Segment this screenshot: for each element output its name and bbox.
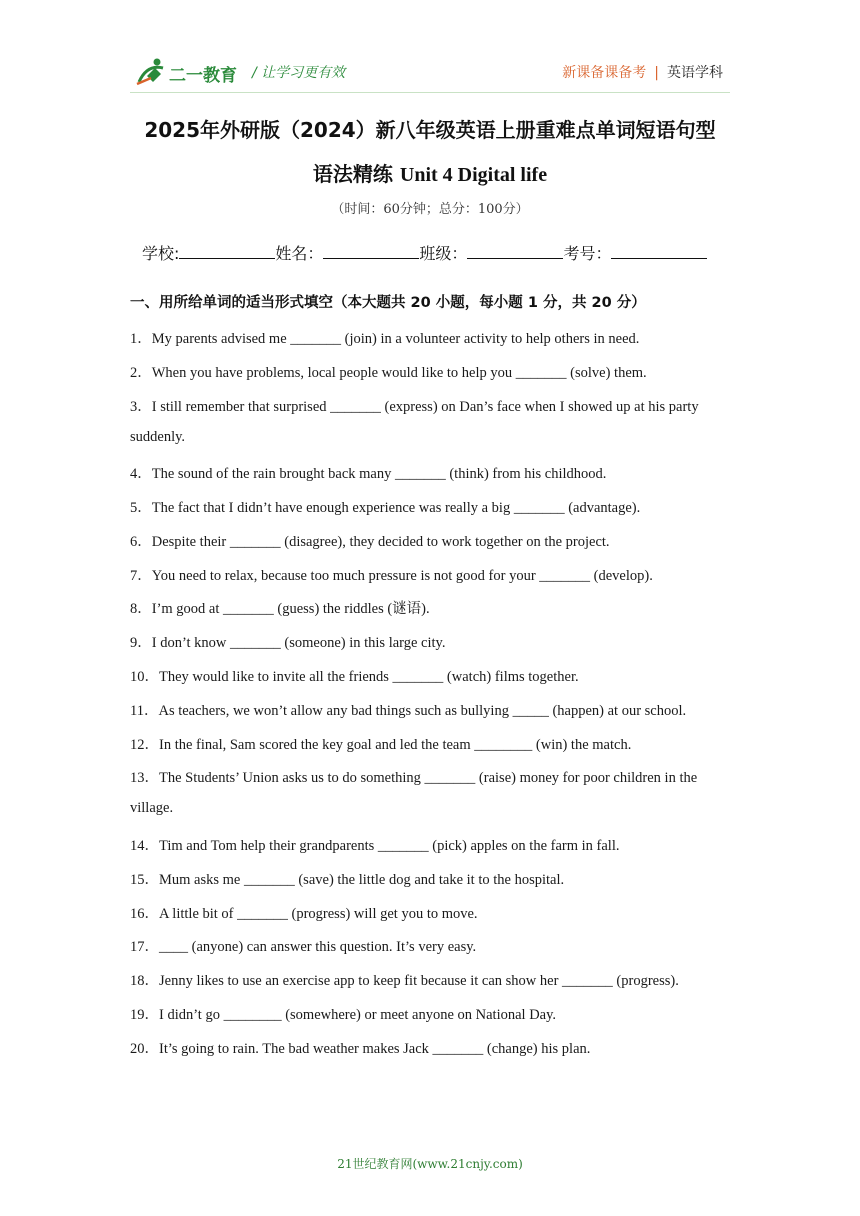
question-item: 1．My parents advised me _______ (join) in a volunteer activity to help others in need. xyxy=(130,331,640,347)
page-subtitle xyxy=(0,158,860,187)
header-separator: | xyxy=(654,65,659,81)
question-item: 17．____ (anyone) can answer this question. It’s very easy. xyxy=(130,939,477,955)
question-item: 7．You need to relax, because too much pressure is not good for your _______ (develop). xyxy=(130,568,653,584)
question-item: 13．The Students’ Union asks us to do something _______ (raise) money for poor children in the xyxy=(130,770,698,786)
question-item: 12．In the final, Sam scored the key goal and led the team ________ (win) the match. xyxy=(130,737,632,753)
header-right xyxy=(562,62,723,82)
header-divider xyxy=(130,92,730,93)
subtitle-cn: 语法精练 xyxy=(312,162,400,186)
slogan: / 让学习更有效 xyxy=(252,65,346,81)
question-item: 10．They would like to invite all the friends _______ (watch) films together. xyxy=(130,669,579,685)
question-continuation: village. xyxy=(130,800,174,816)
question-item: 5．The fact that I didn’t have enough experience was really a big _______ (advantage). xyxy=(130,500,641,516)
question-item: 8．I’m good at _______ (guess) the riddles (谜语). xyxy=(130,601,430,617)
question-item: 14．Tim and Tom help their grandparents _______ (pick) apples on the farm in fall. xyxy=(130,838,620,854)
page-header xyxy=(0,0,860,100)
page-title: 2025年外研版（2024）新八年级英语上册重难点单词短语句型 xyxy=(144,118,716,142)
question-item: 6．Despite their _______ (disagree), they decided to work together on the project. xyxy=(130,534,610,550)
subtitle-unit: Unit 4 Digital life xyxy=(399,164,548,186)
question-item: 2．When you have problems, local people would like to help you _______ (solve) them. xyxy=(130,365,647,381)
logo-text: 二一教育 xyxy=(169,66,237,86)
question-item: 3．I still remember that surprised _______ (express) on Dan’s face when I showed up at his party xyxy=(130,399,699,415)
number-label: 考号： xyxy=(563,244,612,263)
school-blank xyxy=(179,244,275,259)
number-blank xyxy=(611,244,707,259)
school-label: 学校: xyxy=(142,244,180,263)
question-item: 11．As teachers, we won’t allow any bad things such as bullying _____ (happen) at our school. xyxy=(130,703,687,719)
name-blank xyxy=(323,244,419,259)
class-label: 班级： xyxy=(419,244,468,263)
question-item: 15．Mum asks me _______ (save) the little dog and take it to the hospital. xyxy=(130,872,565,888)
question-item: 9．I don’t know _______ (someone) in this large city. xyxy=(130,635,446,651)
question-item: 4．The sound of the rain brought back many _______ (think) from his childhood. xyxy=(130,466,607,482)
question-item: 18．Jenny likes to use an exercise app to keep fit because it can show her _______ (progress). xyxy=(130,973,679,989)
logo-icon xyxy=(133,56,245,90)
question-item: 20．It’s going to rain. The bad weather makes Jack _______ (change) his plan. xyxy=(130,1041,591,1057)
name-label: 姓名： xyxy=(275,244,324,263)
header-primary-label: 新课备课备考 xyxy=(562,65,647,81)
section-heading: 一、用所给单词的适当形式填空（本大题共 20 小题，每小题 1 分，共 20 分） xyxy=(130,295,646,311)
class-blank xyxy=(467,244,563,259)
question-item: 19．I didn’t go ________ (somewhere) or meet anyone on National Day. xyxy=(130,1007,557,1023)
student-info xyxy=(142,241,707,264)
header-subject-label: 英语学科 xyxy=(667,65,723,81)
question-continuation: suddenly. xyxy=(130,429,186,445)
question-item: 16．A little bit of _______ (progress) will get you to move. xyxy=(130,906,478,922)
footer-source: 21世纪教育网(www.21cnjy.com) xyxy=(337,1157,523,1171)
time-note: （时间：60分钟；总分：100分） xyxy=(331,202,529,217)
